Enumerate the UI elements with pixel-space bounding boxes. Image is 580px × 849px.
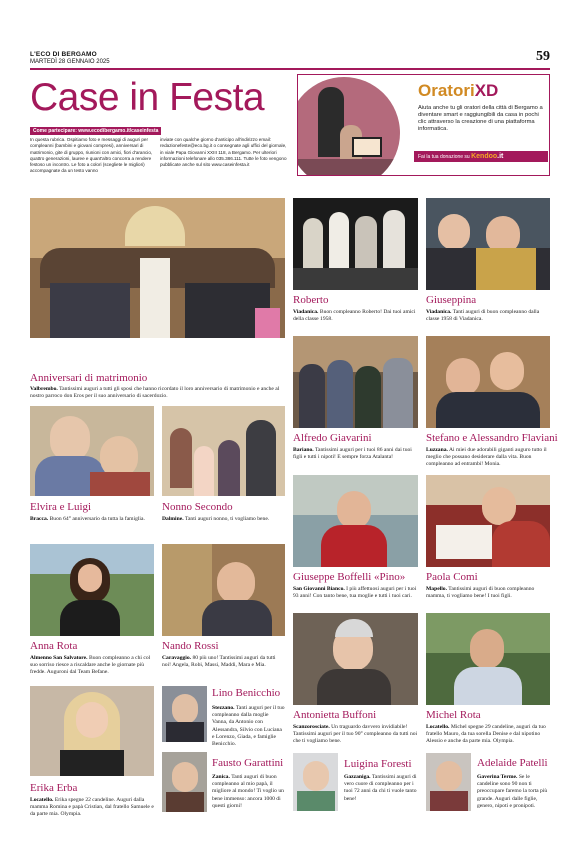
entry-caption: Valbrembo. Tantissimi auguri a tutti gli sposi che hanno ricordato il loro anniversario di matrimonio e anche al nostro parroco don Eros per il suo anniversario di sacerdozio. — [30, 386, 280, 400]
entry-caption: Zanica. Tanti auguri di buon compleanno al mio papà, il migliore al mondo! Ti voglio un bene immenso: ancora 1000 di questi giorni! — [212, 774, 284, 809]
photo-luigina-foresti — [293, 753, 338, 811]
entry-name: Erika Erba — [30, 782, 78, 794]
page-number: 59 — [536, 49, 550, 64]
entry-caption: Gazzaniga. Tantissimi auguri di vero cuore di compleanno per i tuoi 72 anni da chi ti vuole tanto bene! — [344, 774, 417, 802]
masthead — [30, 51, 110, 66]
entry-caption: Gaverina Terme. Se le candeline sono 90 non ti preoccupare faremo la torta più grande. Auguri dalle figlie, genero, nipoti e pronipoti. — [477, 774, 548, 809]
entry-caption: Stezzano. Tanti auguri per il tuo compleanno dalla moglie Vanna, da Antonio con Alessandra, Silvio con Luciana e Lorenzo, Giada, e famiglie Benicchio. — [212, 705, 285, 748]
entry-caption: Caravaggio. 80 più uno! Tantissimi auguri da tutti noi! Angela, Robi, Massi, Maddi, Mara e Mia. — [162, 655, 276, 669]
photo-lino-benicchio — [162, 686, 207, 742]
issue-date: MARTEDÌ 28 GENNAIO 2025 — [30, 59, 110, 65]
entry-name: Anna Rota — [30, 640, 78, 652]
entry-name: Roberto — [293, 294, 329, 306]
entry-caption: San Giovanni Bianco. I più affettuosi auguri per i tuoi 93 anni! Con tanto bene, tua moglie e tutti i tuoi cari. — [293, 586, 417, 600]
how-to-participate-bar: Come partecipare: www.ecodibergamo.it/caseinfesta — [30, 127, 161, 135]
header-rule — [30, 68, 550, 70]
photo-anniversari — [30, 198, 285, 338]
photo-michel-rota — [426, 613, 550, 705]
entry-caption: Viadanica. Buon compleanno Roberto! Dai tuoi amici della classe 1958. — [293, 309, 416, 323]
ad-logo: OratoriXD — [418, 81, 499, 100]
entry-name: Fausto Garattini — [212, 757, 284, 769]
entry-caption: Almenno San Salvatore. Buon compleanno a chi col suo sorriso riesce a riscaldare anche le giornate più fredde. Auguroni dal Team Befane. — [30, 655, 151, 676]
entry-caption: Viadanica. Tanti auguri di buon compleanno dalla classe 1958 di Viadanica. — [426, 309, 540, 323]
entry-name: Giuseppe Boffelli «Pino» — [293, 571, 406, 583]
entry-name: Nando Rossi — [162, 640, 219, 652]
entry-name: Lino Benicchio — [212, 687, 281, 699]
photo-elvira-luigi — [30, 406, 154, 496]
entry-caption: Bracca. Buon 64° anniversario da tutta la famiglia. — [30, 516, 145, 522]
entry-name: Paola Comi — [426, 571, 478, 583]
intro-col-1: In questa rubrica. Ospitiamo foto e messaggi di auguri per compleanni (bambini e giovani compresi), anniversari di matrimonio, gite di gruppo, riunioni con amici, fiori d'arancio, quattro generazioni, lauree e quant'altro concorra a rendere festoso un incontro. Le foto a colori (scegliete le migliori) accompagnate da un testo vanno — [30, 137, 153, 174]
entry-name: Elvira e Luigi — [30, 501, 92, 513]
photo-antonietta-buffoni — [293, 613, 418, 705]
oratorixd-ad[interactable] — [297, 74, 550, 176]
entry-caption: Locatello. Erika spegne 22 candeline. Auguri dalla mamma Romina e papà Cristian, dal fratello Samuele e da parte mia. Olympia. — [30, 797, 154, 818]
photo-nonno-secondo — [162, 406, 285, 496]
photo-nando-rossi — [162, 544, 285, 636]
photo-alfredo-giavarini — [293, 336, 418, 428]
entry-name: Nonno Secondo — [162, 501, 233, 513]
entry-name: Luigina Foresti — [344, 758, 412, 770]
section-title: Case in Festa — [30, 76, 265, 119]
photo-giuseppe-boffelli — [293, 475, 418, 567]
entry-caption: Scanzorosciate. Un traguardo davvero invidiabile! Tantissimi auguri per il tuo 90° compleanno da tutti noi che ti vogliamo bene. — [293, 724, 418, 745]
entry-name: Anniversari di matrimonio — [30, 372, 148, 384]
intro-col-2: inviate con qualche giorno d'anticipo all'indirizzo email: redazionefeste@eco.bg.it o consegnate agli uffici del giornale, in viale Papa Giovanni XXIII 118, a Bergamo. Per ulteriori informazioni telefonare allo 035.386.111. Tutte le foto vengono pubblicate anche sul sito www.caseinfesta.it — [160, 137, 287, 168]
photo-stefano-alessandro — [426, 336, 550, 428]
ad-copy: Aiuta anche tu gli oratori della città di Bergamo a diventare smart e raggiungibili da casa in pochi clic attraverso la creazione di una piattaforma informatica. — [418, 105, 543, 132]
entry-caption: Locatello. Michel spegne 29 candeline, auguri da tuo fratello Mauro, da tua sorella Denise e dal nipotino Alessio e anche da parte mia. Olympia. — [426, 724, 546, 745]
entry-name: Alfredo Giavarini — [293, 432, 372, 444]
ad-donation-bar[interactable]: Fai la tua donazione su Kendoo.it — [414, 151, 548, 162]
entry-name: Adelaide Patelli — [477, 757, 548, 769]
entry-name: Giuseppina — [426, 294, 477, 306]
entry-name: Michel Rota — [426, 709, 481, 721]
photo-anna-rota — [30, 544, 154, 636]
photo-paola-comi — [426, 475, 550, 567]
entry-caption: Bariano. Tantissimi auguri per i tuoi 86 anni dai tuoi figli e tutti i nipoti! E sempre forza Atalanta! — [293, 447, 412, 461]
photo-fausto-garattini — [162, 752, 207, 812]
photo-erika-erba — [30, 686, 154, 776]
photo-adelaide-patelli — [426, 753, 471, 811]
photo-giuseppina — [426, 198, 550, 290]
entry-name: Antonietta Buffoni — [293, 709, 377, 721]
entry-name: Stefano e Alessandro Flaviani — [426, 432, 558, 444]
ad-photo — [297, 77, 400, 176]
entry-caption: Luzzana. Ai miei due adorabili giganti auguro tutto il meglio che possano desiderare dalla vita. Buon compleanno ad entrambi! Monia. — [426, 447, 547, 468]
entry-caption: Mapello. Tantissimi auguri di buon compleanno mamma, ti vogliamo bene! I tuoi figli. — [426, 586, 535, 600]
entry-caption: Dalmine. Tanti auguri nonno, ti vogliamo bene. — [162, 516, 270, 522]
photo-roberto — [293, 198, 418, 290]
paper-name: L'ECO DI BERGAMO — [30, 51, 97, 58]
